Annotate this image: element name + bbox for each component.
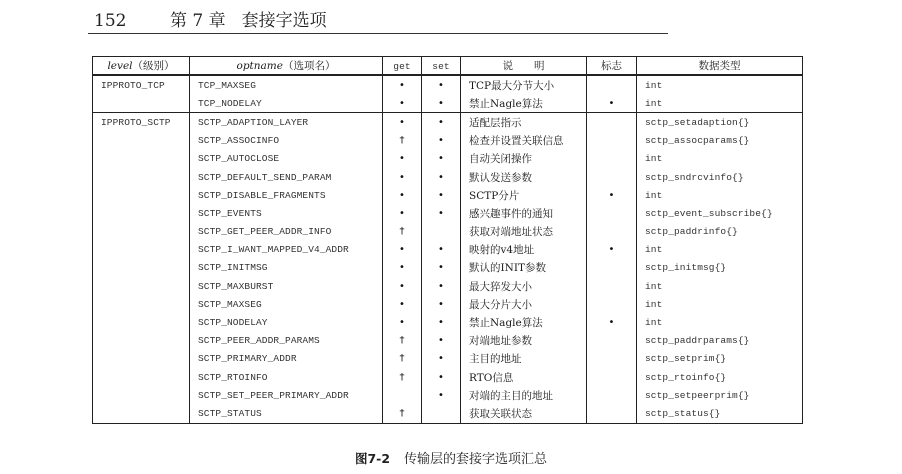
get-marker-text: • <box>399 189 405 201</box>
description-cell <box>461 223 587 241</box>
get-marker <box>383 75 422 94</box>
level-cell <box>93 132 190 150</box>
description-cell-text: 映射的v4地址 <box>469 244 535 257</box>
optname-cell <box>190 386 383 404</box>
col-header-set: set <box>422 57 461 76</box>
description-cell-text: 禁止Nagle算法 <box>469 317 543 330</box>
set-marker-text: • <box>438 298 444 310</box>
level-cell <box>93 259 190 277</box>
level-cell <box>93 168 190 186</box>
table-row <box>93 368 803 386</box>
set-marker-text: • <box>438 317 444 329</box>
datatype-cell <box>637 94 803 113</box>
optname-cell <box>190 94 383 113</box>
description-cell <box>461 75 587 94</box>
datatype-cell <box>637 113 803 132</box>
get-marker-text: • <box>399 317 405 329</box>
get-marker-text: † <box>399 371 405 383</box>
datatype-cell <box>637 295 803 313</box>
set-marker-text: • <box>438 353 444 365</box>
table-row <box>93 132 803 150</box>
set-marker <box>422 404 461 423</box>
flag-marker <box>587 313 637 331</box>
col-header-description: 说 明 <box>461 57 587 76</box>
flag-marker <box>587 132 637 150</box>
set-marker <box>422 113 461 132</box>
set-marker <box>422 223 461 241</box>
get-marker <box>383 313 422 331</box>
col-header-optname: optname（选项名） <box>190 57 383 76</box>
datatype-cell <box>637 75 803 94</box>
table-row <box>93 332 803 350</box>
datatype-cell <box>637 368 803 386</box>
datatype-cell <box>637 404 803 423</box>
level-cell <box>93 75 190 94</box>
optname-cell-text: TCP_MAXSEG <box>198 79 257 91</box>
datatype-cell-text: int <box>645 244 663 256</box>
set-marker <box>422 132 461 150</box>
datatype-cell <box>637 313 803 331</box>
flag-marker <box>587 350 637 368</box>
set-marker-text: • <box>438 280 444 292</box>
optname-cell-text: SCTP_MAXSEG <box>198 298 262 310</box>
description-cell-text: 对端的主目的地址 <box>469 389 553 402</box>
description-cell-text: TCP最大分节大小 <box>469 79 555 92</box>
get-marker <box>383 223 422 241</box>
optname-cell <box>190 150 383 168</box>
optname-cell-text: SCTP_STATUS <box>198 407 262 419</box>
set-marker <box>422 241 461 259</box>
flag-marker <box>587 259 637 277</box>
description-cell <box>461 150 587 168</box>
datatype-cell <box>637 168 803 186</box>
table-header-row <box>93 57 803 76</box>
flag-marker <box>587 186 637 204</box>
datatype-cell-text: sctp_assocparams{} <box>645 135 750 147</box>
optname-cell-text: SCTP_NODELAY <box>198 317 268 329</box>
level-cell-text: IPPROTO_TCP <box>101 79 165 91</box>
optname-cell <box>190 350 383 368</box>
description-cell-text: 禁止Nagle算法 <box>469 97 543 110</box>
description-cell-text: 最大分片大小 <box>469 298 532 311</box>
level-cell <box>93 241 190 259</box>
optname-cell-text: SCTP_ADAPTION_LAYER <box>198 116 309 128</box>
get-marker-text: † <box>399 335 405 347</box>
set-marker-text: • <box>438 189 444 201</box>
description-cell <box>461 168 587 186</box>
col-header-get: get <box>383 57 422 76</box>
datatype-cell <box>637 277 803 295</box>
description-cell <box>461 186 587 204</box>
datatype-cell <box>637 241 803 259</box>
optname-cell-text: SCTP_DISABLE_FRAGMENTS <box>198 189 326 201</box>
flag-marker <box>587 150 637 168</box>
get-marker <box>383 277 422 295</box>
flag-marker <box>587 75 637 94</box>
table-row <box>93 350 803 368</box>
optname-cell <box>190 168 383 186</box>
table-row <box>93 241 803 259</box>
datatype-cell-text: sctp_initmsg{} <box>645 262 727 274</box>
get-marker <box>383 368 422 386</box>
description-cell <box>461 277 587 295</box>
description-cell-text: 适配层指示 <box>469 116 522 129</box>
datatype-cell <box>637 150 803 168</box>
optname-cell <box>190 204 383 222</box>
table-row <box>93 113 803 132</box>
optname-cell <box>190 241 383 259</box>
get-marker <box>383 241 422 259</box>
figure-caption <box>0 448 902 467</box>
get-marker <box>383 404 422 423</box>
optname-cell-text: SCTP_MAXBURST <box>198 280 274 292</box>
flag-marker <box>587 277 637 295</box>
description-cell-text: 主目的地址 <box>469 353 522 366</box>
optname-cell-text: SCTP_INITMSG <box>198 262 268 274</box>
flag-marker-text: • <box>608 317 615 329</box>
get-marker-text: † <box>399 353 405 365</box>
get-marker <box>383 168 422 186</box>
datatype-cell <box>637 386 803 404</box>
get-marker-text: † <box>399 226 405 238</box>
optname-cell <box>190 295 383 313</box>
flag-marker <box>587 332 637 350</box>
optname-cell <box>190 259 383 277</box>
datatype-cell-text: int <box>645 79 663 91</box>
optname-cell <box>190 368 383 386</box>
description-cell-text: 自动关闭操作 <box>469 153 532 166</box>
get-marker-text: • <box>399 171 405 183</box>
datatype-cell <box>637 186 803 204</box>
description-cell <box>461 368 587 386</box>
description-cell-text: 获取对端地址状态 <box>469 226 553 239</box>
set-marker-text: • <box>438 153 444 165</box>
get-marker <box>383 350 422 368</box>
description-cell <box>461 204 587 222</box>
get-marker <box>383 94 422 113</box>
table-row <box>93 168 803 186</box>
optname-cell <box>190 313 383 331</box>
set-marker <box>422 259 461 277</box>
description-cell <box>461 404 587 423</box>
set-marker-text: • <box>438 207 444 219</box>
table-row <box>93 277 803 295</box>
description-cell <box>461 132 587 150</box>
datatype-cell-text: int <box>645 97 663 109</box>
flag-marker <box>587 386 637 404</box>
flag-marker <box>587 113 637 132</box>
set-marker <box>422 313 461 331</box>
level-cell <box>93 94 190 113</box>
datatype-cell-text: sctp_sndrcvinfo{} <box>645 171 744 183</box>
description-cell <box>461 94 587 113</box>
page-header <box>94 6 327 31</box>
datatype-cell-text: sctp_setpeerprim{} <box>645 389 750 401</box>
flag-marker <box>587 295 637 313</box>
get-marker <box>383 150 422 168</box>
datatype-cell <box>637 332 803 350</box>
level-cell <box>93 404 190 423</box>
level-cell-text: IPPROTO_SCTP <box>101 116 171 128</box>
set-marker-text: • <box>438 335 444 347</box>
flag-marker <box>587 241 637 259</box>
datatype-cell-text: sctp_event_subscribe{} <box>645 207 773 219</box>
get-marker <box>383 204 422 222</box>
optname-cell <box>190 186 383 204</box>
table-row <box>93 186 803 204</box>
get-marker <box>383 132 422 150</box>
table-row <box>93 404 803 423</box>
set-marker <box>422 168 461 186</box>
set-marker <box>422 332 461 350</box>
datatype-cell-text: sctp_setprim{} <box>645 353 727 365</box>
datatype-cell-text: sctp_status{} <box>645 407 721 419</box>
description-cell <box>461 295 587 313</box>
optname-cell-text: SCTP_DEFAULT_SEND_PARAM <box>198 171 332 183</box>
optname-cell-text: SCTP_SET_PEER_PRIMARY_ADDR <box>198 389 349 401</box>
set-marker-text: • <box>438 135 444 147</box>
level-cell <box>93 223 190 241</box>
set-marker-text: • <box>438 371 444 383</box>
get-marker <box>383 332 422 350</box>
flag-marker <box>587 368 637 386</box>
get-marker <box>383 259 422 277</box>
get-marker-text: • <box>399 116 405 128</box>
description-cell-text: 检查并设置关联信息 <box>469 135 564 148</box>
get-marker-text: • <box>399 153 405 165</box>
level-cell <box>93 150 190 168</box>
set-marker <box>422 350 461 368</box>
set-marker <box>422 204 461 222</box>
optname-cell <box>190 223 383 241</box>
datatype-cell-text: int <box>645 298 663 310</box>
get-marker-text: • <box>399 79 405 91</box>
datatype-cell-text: sctp_paddrparams{} <box>645 335 750 347</box>
description-cell <box>461 241 587 259</box>
set-marker-text: • <box>438 389 444 401</box>
level-cell <box>93 277 190 295</box>
datatype-cell <box>637 132 803 150</box>
optname-cell <box>190 75 383 94</box>
datatype-cell <box>637 223 803 241</box>
optname-cell <box>190 404 383 423</box>
description-cell-text: RTO信息 <box>469 371 514 384</box>
get-marker <box>383 386 422 404</box>
level-cell <box>93 295 190 313</box>
level-cell <box>93 313 190 331</box>
col-header-level: level（级别） <box>93 57 190 76</box>
description-cell <box>461 386 587 404</box>
flag-marker <box>587 204 637 222</box>
get-marker <box>383 113 422 132</box>
set-marker <box>422 295 461 313</box>
optname-cell <box>190 113 383 132</box>
description-cell <box>461 332 587 350</box>
set-marker-text: • <box>438 79 444 91</box>
description-cell-text: 默认发送参数 <box>469 171 532 184</box>
optname-cell-text: SCTP_EVENTS <box>198 207 262 219</box>
header-rule <box>88 33 668 34</box>
datatype-cell <box>637 350 803 368</box>
table-row <box>93 75 803 94</box>
optname-cell <box>190 332 383 350</box>
set-marker <box>422 277 461 295</box>
optname-cell-text: SCTP_I_WANT_MAPPED_V4_ADDR <box>198 244 349 256</box>
set-marker <box>422 150 461 168</box>
col-header-flag: 标志 <box>587 57 637 76</box>
description-cell <box>461 313 587 331</box>
optname-cell-text: SCTP_AUTOCLOSE <box>198 153 280 165</box>
level-cell <box>93 332 190 350</box>
optname-cell <box>190 132 383 150</box>
datatype-cell-text: sctp_paddrinfo{} <box>645 226 738 238</box>
description-cell-text: SCTP分片 <box>469 189 520 202</box>
level-cell <box>93 368 190 386</box>
level-cell <box>93 113 190 132</box>
flag-marker <box>587 168 637 186</box>
optname-cell-text: TCP_NODELAY <box>198 97 262 109</box>
level-cell <box>93 204 190 222</box>
set-marker <box>422 186 461 204</box>
page-number: 152 <box>94 11 127 31</box>
get-marker-text: • <box>399 244 405 256</box>
table-row <box>93 150 803 168</box>
description-cell <box>461 350 587 368</box>
socket-options-table <box>92 56 803 424</box>
optname-cell-text: SCTP_ASSOCINFO <box>198 135 280 147</box>
level-cell <box>93 386 190 404</box>
description-cell <box>461 113 587 132</box>
get-marker <box>383 295 422 313</box>
set-marker-text: • <box>438 244 444 256</box>
set-marker <box>422 75 461 94</box>
table-row <box>93 313 803 331</box>
datatype-cell-text: int <box>645 317 663 329</box>
set-marker-text: • <box>438 97 444 109</box>
description-cell-text: 感兴趣事件的通知 <box>469 207 553 220</box>
description-cell-text: 默认的INIT参数 <box>469 262 546 275</box>
table-row <box>93 204 803 222</box>
description-cell-text: 获取关联状态 <box>469 407 532 420</box>
table-row <box>93 223 803 241</box>
chapter-title: 套接字选项 <box>241 11 327 31</box>
chapter-number: 第 7 章 <box>170 11 226 31</box>
description-cell-text: 对端地址参数 <box>469 335 532 348</box>
flag-marker-text: • <box>608 189 615 201</box>
datatype-cell-text: sctp_rtoinfo{} <box>645 371 727 383</box>
level-cell <box>93 350 190 368</box>
datatype-cell <box>637 204 803 222</box>
flag-marker <box>587 404 637 423</box>
set-marker-text: • <box>438 262 444 274</box>
table-row <box>93 259 803 277</box>
description-cell <box>461 259 587 277</box>
set-marker-text: • <box>438 116 444 128</box>
get-marker-text: † <box>399 407 405 419</box>
datatype-cell-text: int <box>645 153 663 165</box>
optname-cell-text: SCTP_PRIMARY_ADDR <box>198 353 297 365</box>
get-marker <box>383 186 422 204</box>
datatype-cell-text: sctp_setadaption{} <box>645 116 750 128</box>
datatype-cell <box>637 259 803 277</box>
get-marker-text: • <box>399 298 405 310</box>
col-header-datatype: 数据类型 <box>637 57 803 76</box>
get-marker-text: • <box>399 97 405 109</box>
get-marker-text: • <box>399 207 405 219</box>
table-row <box>93 386 803 404</box>
get-marker-text: • <box>399 262 405 274</box>
flag-marker <box>587 94 637 113</box>
table-row <box>93 295 803 313</box>
flag-marker-text: • <box>608 97 615 109</box>
optname-cell-text: SCTP_GET_PEER_ADDR_INFO <box>198 226 332 238</box>
optname-cell <box>190 277 383 295</box>
set-marker <box>422 94 461 113</box>
set-marker <box>422 368 461 386</box>
caption-text: 传输层的套接字选项汇总 <box>404 452 548 467</box>
table-row <box>93 94 803 113</box>
get-marker-text: • <box>399 280 405 292</box>
datatype-cell-text: int <box>645 280 663 292</box>
figure-label: 图7-2 <box>354 451 391 466</box>
flag-marker <box>587 223 637 241</box>
level-cell <box>93 186 190 204</box>
description-cell-text: 最大猝发大小 <box>469 280 532 293</box>
get-marker-text: † <box>399 135 405 147</box>
flag-marker-text: • <box>608 244 615 256</box>
set-marker-text: • <box>438 171 444 183</box>
optname-cell-text: SCTP_RTOINFO <box>198 371 268 383</box>
set-marker <box>422 386 461 404</box>
datatype-cell-text: int <box>645 189 663 201</box>
optname-cell-text: SCTP_PEER_ADDR_PARAMS <box>198 335 320 347</box>
